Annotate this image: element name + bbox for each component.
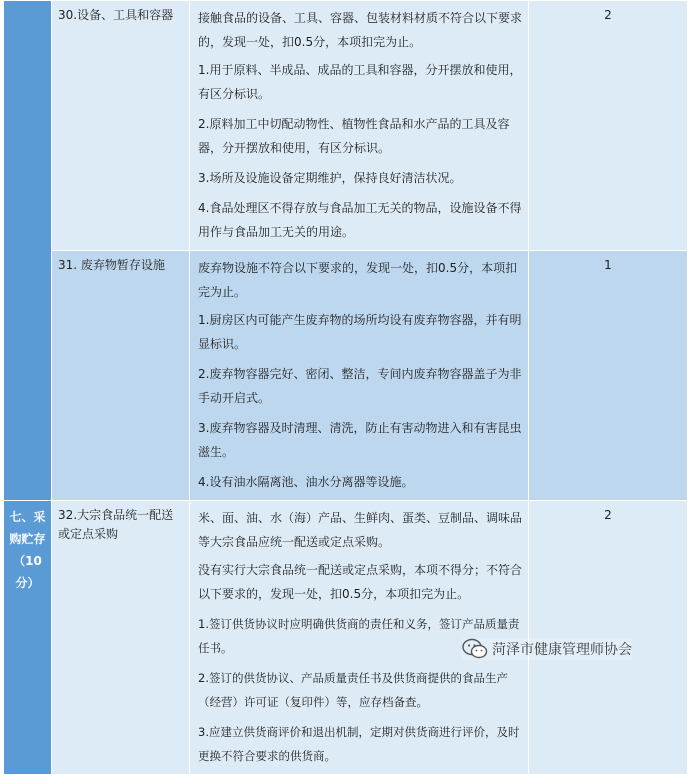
requirement-text: 2.原料加工中切配动物性、植物性食品和水产品的工具及容器，分开摆放和使用，有区分标识。 [198, 117, 510, 155]
requirement-text: 3.应建立供货商评价和退出机制，定期对供货商进行评价，及时更换不符合要求的供货商。 [198, 725, 520, 763]
table-row [4, 251, 688, 501]
requirement-cell [190, 251, 529, 501]
item-name: 30.设备、工具和容器 [52, 1, 190, 251]
requirement-text: 米、面、油、水（海）产品、生鲜肉、蛋类、豆制品、调味品等大宗食品应统一配送或定点采购。 [198, 511, 523, 549]
table-row [4, 1, 688, 251]
requirement-text: 1.厨房区内可能产生废弃物的场所均设有废弃物容器，并有明显标识。 [198, 313, 522, 351]
requirement-text: 4.设有油水隔离池、油水分离器等设施。 [198, 475, 414, 489]
score-value: 1 [529, 251, 688, 501]
requirement-text: 3.场所及设施设备定期维护，保持良好清洁状况。 [198, 171, 462, 185]
item-name: 31. 废弃物暂存设施 [52, 251, 190, 501]
wechat-icon [462, 638, 488, 660]
requirement-text: 4.食品处理区不得存放与食品加工无关的物品，设施设备不得用作与食品加工无关的用途。 [198, 201, 522, 239]
requirement-text: 1.签订供货协议时应明确供货商的责任和义务，签订产品质量责任书。 [198, 617, 520, 655]
requirement-text: 没有实行大宗食品统一配送或定点采购，本项不得分；不符合以下要求的，发现一处，扣0.5分，本项扣完为止。 [198, 563, 523, 601]
requirement-text: 废弃物设施不符合以下要求的，发现一处，扣0.5分，本项扣完为止。 [198, 261, 518, 299]
requirement-text: 2.签订的供货协议、产品质量责任书及供货商提供的食品生产（经营）许可证（复印件）等，应存档备查。 [198, 671, 508, 709]
category-cell-empty [4, 1, 52, 501]
watermark [462, 638, 632, 660]
requirement-text: 3.废弃物容器及时清理、清洗，防止有害动物进入和有害昆虫滋生。 [198, 421, 522, 459]
requirement-text: 1.用于原料、半成品、成品的工具和容器，分开摆放和使用，有区分标识。 [198, 63, 522, 101]
score-value: 2 [529, 1, 688, 251]
requirement-text: 接触食品的设备、工具、容器、包装材料材质不符合以下要求的，发现一处，扣0.5分，本项扣完为止。 [198, 11, 523, 49]
requirement-cell [190, 1, 529, 251]
requirement-text: 2.废弃物容器完好、密闭、整洁，专间内废弃物容器盖子为非手动开启式。 [198, 367, 522, 405]
watermark-text: 菏泽市健康管理师协会 [492, 642, 632, 658]
category-label: 七、采购贮存（10分） [4, 501, 52, 775]
score-value: 2 [529, 501, 688, 775]
item-name: 32.大宗食品统一配送或定点采购 [52, 501, 190, 775]
